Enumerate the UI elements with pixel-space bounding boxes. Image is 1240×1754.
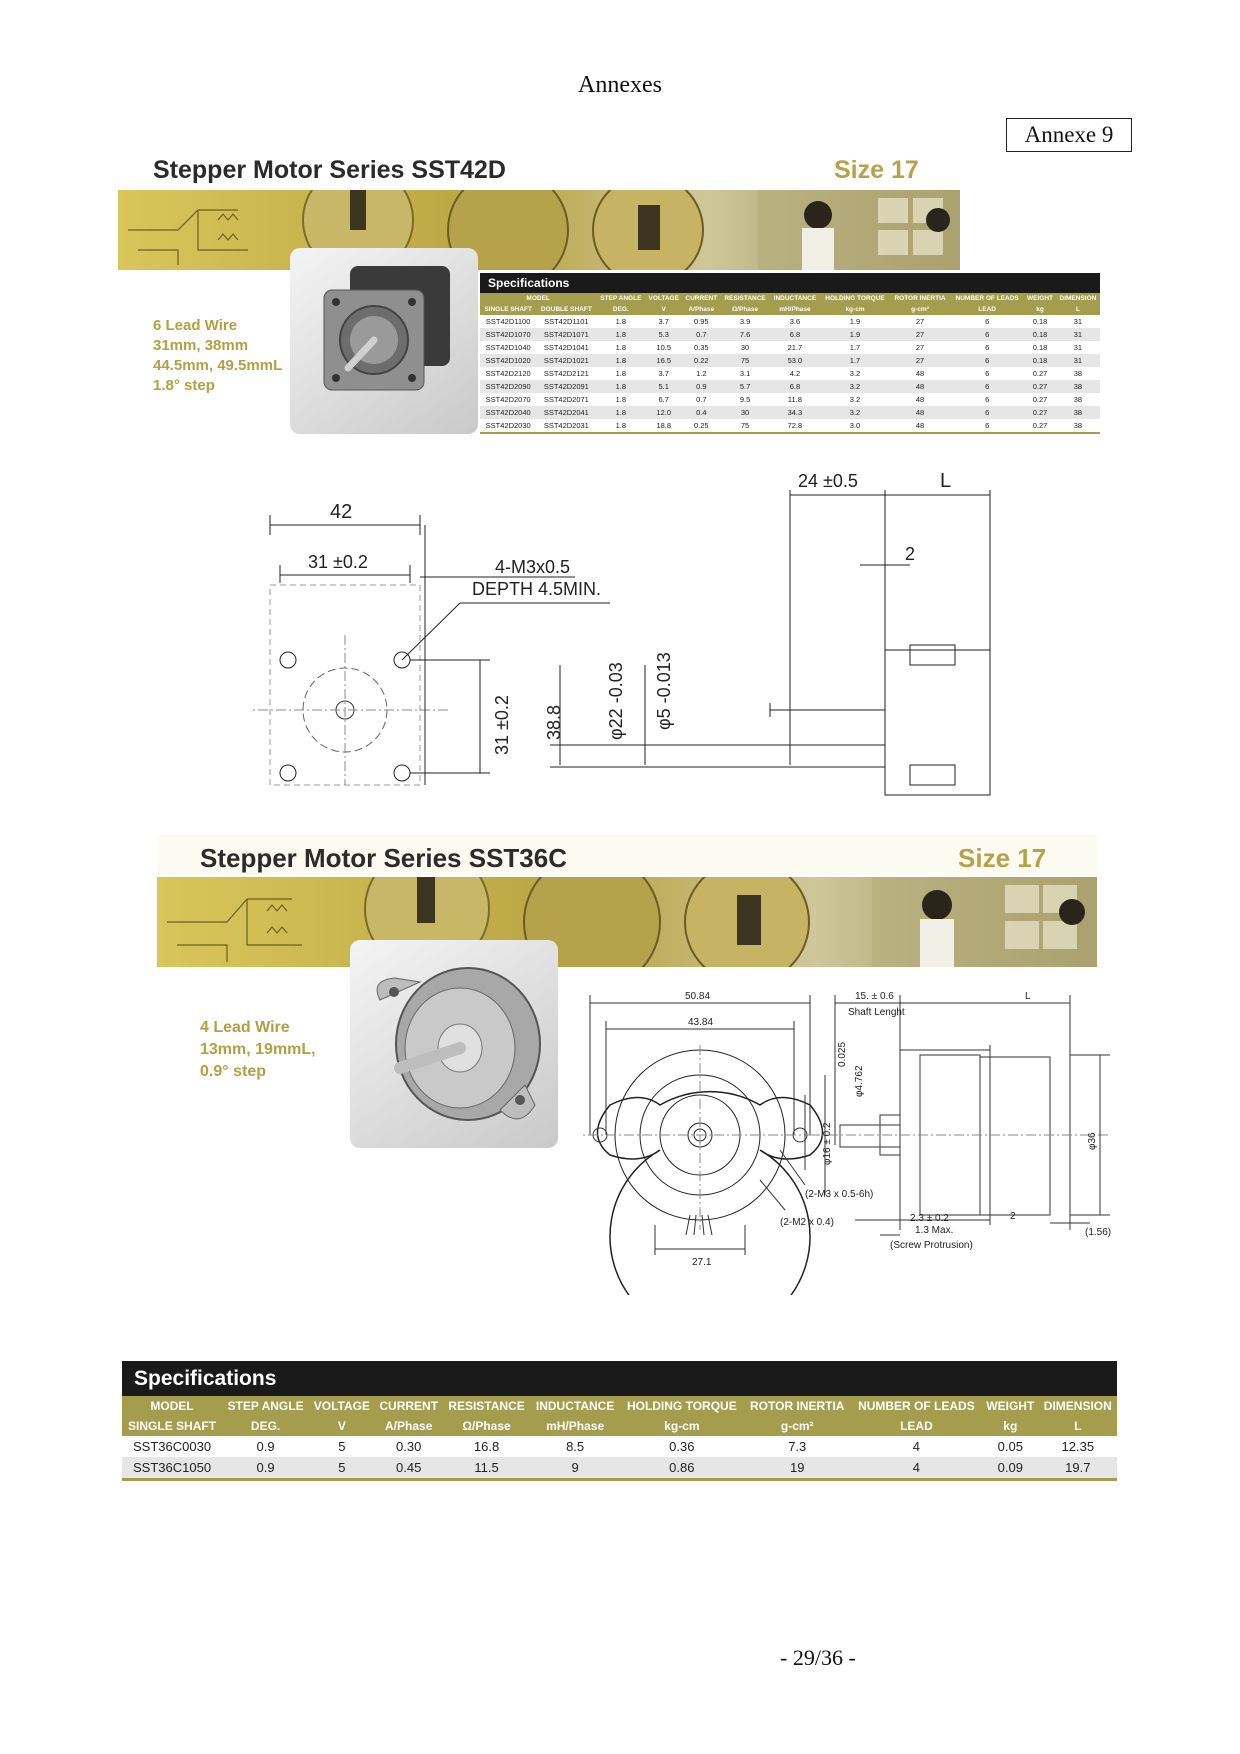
cell: 75	[720, 419, 769, 433]
dim-50-84: 50.84	[685, 991, 711, 1002]
table-row	[480, 419, 1100, 433]
cell: 0.27	[1024, 406, 1056, 419]
cell: 27	[890, 354, 950, 367]
cell: 0.45	[375, 1457, 443, 1480]
col-header: DIMENSION	[1039, 1396, 1117, 1416]
cell: 6	[950, 367, 1024, 380]
cell: 0.27	[1024, 419, 1056, 433]
dim-2: 2	[905, 544, 916, 564]
unit-header: L	[1056, 304, 1100, 315]
col-header: VOLTAGE	[309, 1396, 375, 1416]
unit-header: g-cm²	[744, 1416, 851, 1436]
sst36c-title: Stepper Motor Series SST36C	[200, 843, 567, 873]
dim-phi-16: φ16 ± 0.2	[822, 1122, 833, 1165]
cell: 16.5	[645, 354, 682, 367]
dim-L: L	[940, 470, 952, 492]
sst42d-size: Size 17	[834, 156, 919, 184]
cell: 30	[720, 341, 769, 354]
unit-header: SINGLE SHAFT	[122, 1416, 222, 1436]
sst36c-banner	[157, 877, 1097, 967]
feature-line: 0.9° step	[200, 1063, 266, 1080]
cell: 5	[309, 1436, 375, 1457]
cell: SST42D1021	[536, 354, 596, 367]
dim-38-8: 38.8	[544, 704, 564, 740]
feature-line: 31mm, 38mm	[153, 337, 249, 354]
cell: SST42D2030	[480, 419, 536, 433]
unit-header: LEAD	[950, 304, 1024, 315]
table-row	[122, 1457, 1117, 1480]
sst42d-spec-header: Specifications	[480, 273, 1100, 293]
cell: 6	[950, 328, 1024, 341]
cell: 1.8	[596, 354, 645, 367]
cell: 6	[950, 315, 1024, 328]
cell: 72.8	[770, 419, 820, 433]
cell: 0.18	[1024, 328, 1056, 341]
cell: 11.5	[443, 1457, 531, 1480]
cell: 31	[1056, 341, 1100, 354]
cell: 1.8	[596, 380, 645, 393]
cell: SST42D1071	[536, 328, 596, 341]
dim-15: 15. ± 0.6	[855, 991, 894, 1002]
cell: 1.7	[820, 354, 890, 367]
cell: 21.7	[770, 341, 820, 354]
sst42d-spec-table	[480, 293, 1100, 434]
cell: 0.35	[682, 341, 720, 354]
cell: 0.9	[222, 1436, 309, 1457]
dim-phi-4-762: φ4.762	[854, 1065, 865, 1097]
cell: 6.7	[645, 393, 682, 406]
unit-header: kg	[1024, 304, 1056, 315]
col-header: CURRENT	[682, 293, 720, 304]
cell: SST42D1041	[536, 341, 596, 354]
col-header: STEP ANGLE	[222, 1396, 309, 1416]
unit-header: mH/Phase	[530, 1416, 620, 1436]
sst42d-drawing	[250, 465, 1010, 805]
cell: 0.27	[1024, 393, 1056, 406]
table-row	[480, 354, 1100, 367]
sst36c-spec-table	[122, 1396, 1117, 1481]
cell: 3.0	[820, 419, 890, 433]
cell: SST42D1101	[536, 315, 596, 328]
cell: SST42D2120	[480, 367, 536, 380]
dim-2-3: 2.3 ± 0.2	[910, 1213, 949, 1224]
unit-header: DOUBLE SHAFT	[536, 304, 596, 315]
feature-line: 13mm, 19mmL,	[200, 1041, 316, 1058]
cell: 4.2	[770, 367, 820, 380]
cell: 1.8	[596, 315, 645, 328]
table-row	[480, 380, 1100, 393]
page-number: - 29/36 -	[780, 1645, 856, 1670]
cell: 0.25	[682, 419, 720, 433]
cell: 3.2	[820, 406, 890, 419]
dim-phi-5: φ5 -0.013	[654, 652, 674, 730]
dim-L: L	[1025, 991, 1031, 1002]
dim-phi-36: φ36	[1087, 1132, 1098, 1150]
col-header: HOLDING TORQUE	[820, 293, 890, 304]
cell: 18.8	[645, 419, 682, 433]
cell: 3.9	[720, 315, 769, 328]
cell: 6	[950, 419, 1024, 433]
cell: 6.8	[770, 380, 820, 393]
cell: 3.2	[820, 380, 890, 393]
col-header: MODEL	[122, 1396, 222, 1416]
unit-header: SINGLE SHAFT	[480, 304, 536, 315]
cell: SST42D1020	[480, 354, 536, 367]
cell: 3.2	[820, 393, 890, 406]
cell: 0.30	[375, 1436, 443, 1457]
unit-header: V	[645, 304, 682, 315]
cell: 11.8	[770, 393, 820, 406]
col-header: STEP ANGLE	[596, 293, 645, 304]
screw-spec: 4-M3x0.5	[495, 557, 571, 577]
table-row	[480, 341, 1100, 354]
col-header: RESISTANCE	[720, 293, 769, 304]
cell: 12.35	[1039, 1436, 1117, 1457]
cell: 38	[1056, 393, 1100, 406]
cell: 0.09	[982, 1457, 1039, 1480]
page-header-title: Annexes	[578, 72, 662, 98]
screw-depth: DEPTH 4.5MIN.	[472, 579, 602, 599]
table-row	[480, 315, 1100, 328]
dim-1-3: 1.3 Max.	[915, 1225, 954, 1236]
cell: SST42D1100	[480, 315, 536, 328]
sst42d-features	[153, 316, 282, 396]
cell: 31	[1056, 315, 1100, 328]
cell: SST42D2071	[536, 393, 596, 406]
cell: 0.9	[222, 1457, 309, 1480]
dim-42: 42	[330, 501, 353, 523]
unit-header: DEG.	[596, 304, 645, 315]
cell: 6	[950, 380, 1024, 393]
table-row	[480, 367, 1100, 380]
cell: 3.1	[720, 367, 769, 380]
cell: 31	[1056, 354, 1100, 367]
cell: 48	[890, 419, 950, 433]
cell: 30	[720, 406, 769, 419]
cell: 0.22	[682, 354, 720, 367]
table-row	[122, 1436, 1117, 1457]
cell: 1.8	[596, 341, 645, 354]
cell: 1.8	[596, 367, 645, 380]
cell: SST42D1040	[480, 341, 536, 354]
cell: 3.7	[645, 367, 682, 380]
sst36c-features	[200, 1017, 316, 1083]
cell: 0.18	[1024, 341, 1056, 354]
cell: 12.0	[645, 406, 682, 419]
cell: 9	[530, 1457, 620, 1480]
cell: 48	[890, 380, 950, 393]
cell: 0.36	[620, 1436, 744, 1457]
col-header: NUMBER OF LEADS	[950, 293, 1024, 304]
cell: 3.7	[645, 315, 682, 328]
col-header: DIMENSION	[1056, 293, 1100, 304]
cell: 38	[1056, 380, 1100, 393]
cell: 7.6	[720, 328, 769, 341]
feature-line: 1.8° step	[153, 377, 215, 394]
cell: 0.05	[982, 1436, 1039, 1457]
dim-2: 2	[1010, 1211, 1016, 1222]
cell: 27	[890, 315, 950, 328]
cell: SST42D2070	[480, 393, 536, 406]
cell: SST42D2121	[536, 367, 596, 380]
cell: SST42D1070	[480, 328, 536, 341]
cell: 27	[890, 328, 950, 341]
dim-phi-22: φ22 -0.03	[606, 662, 626, 740]
cell: 6	[950, 354, 1024, 367]
col-header: INDUCTANCE	[770, 293, 820, 304]
unit-header: kg-cm	[620, 1416, 744, 1436]
cell: SST42D2091	[536, 380, 596, 393]
unit-header: V	[309, 1416, 375, 1436]
sst42d-motor-photo	[290, 248, 478, 434]
unit-header: kg	[982, 1416, 1039, 1436]
cell: 6	[950, 341, 1024, 354]
cell: 1.2	[682, 367, 720, 380]
cell: 48	[890, 393, 950, 406]
cell: 38	[1056, 419, 1100, 433]
col-header: MODEL	[480, 293, 596, 304]
cell: 4	[851, 1457, 982, 1480]
unit-header: L	[1039, 1416, 1117, 1436]
cell: 5.3	[645, 328, 682, 341]
cell: 1.7	[820, 341, 890, 354]
col-header: VOLTAGE	[645, 293, 682, 304]
unit-header: kg-cm	[820, 304, 890, 315]
cell: 10.5	[645, 341, 682, 354]
cell: 48	[890, 367, 950, 380]
cell: 0.27	[1024, 380, 1056, 393]
cell: 0.18	[1024, 354, 1056, 367]
dim-43-84: 43.84	[688, 1017, 714, 1028]
unit-header: DEG.	[222, 1416, 309, 1436]
cell: 1.8	[596, 419, 645, 433]
col-header: HOLDING TORQUE	[620, 1396, 744, 1416]
feature-line: 6 Lead Wire	[153, 317, 238, 334]
cell: 1.9	[820, 328, 890, 341]
col-header: ROTOR INERTIA	[890, 293, 950, 304]
sst36c-motor-photo	[350, 940, 558, 1148]
col-header: WEIGHT	[1024, 293, 1056, 304]
feature-line: 44.5mm, 49.5mmL	[153, 357, 283, 374]
cell: 4	[851, 1436, 982, 1457]
table-row	[480, 393, 1100, 406]
cell: 19.7	[1039, 1457, 1117, 1480]
screw-protrusion: (Screw Protrusion)	[890, 1240, 973, 1251]
dim-27-1: 27.1	[692, 1257, 712, 1268]
annex-label: Annexe 9	[1006, 118, 1132, 152]
cell: 31	[1056, 328, 1100, 341]
col-header: WEIGHT	[982, 1396, 1039, 1416]
unit-header: LEAD	[851, 1416, 982, 1436]
cell: 5.1	[645, 380, 682, 393]
screw-m2: (2-M2 x 0.4)	[780, 1217, 834, 1228]
col-header: CURRENT	[375, 1396, 443, 1416]
cell: 0.18	[1024, 315, 1056, 328]
cell: SST36C1050	[122, 1457, 222, 1480]
cell: 7.3	[744, 1436, 851, 1457]
cell: 9.5	[720, 393, 769, 406]
shaft-length-label: Shaft Lenght	[848, 1007, 905, 1018]
cell: 0.9	[682, 380, 720, 393]
cell: SST36C0030	[122, 1436, 222, 1457]
cell: 34.3	[770, 406, 820, 419]
dim-0-025: 0.025	[837, 1041, 848, 1067]
cell: 38	[1056, 367, 1100, 380]
unit-header: A/Phase	[375, 1416, 443, 1436]
screw-m3: (2-M3 x 0.5-6h)	[805, 1189, 874, 1200]
sst42d-banner	[118, 190, 960, 270]
cell: 48	[890, 406, 950, 419]
cell: 5.7	[720, 380, 769, 393]
unit-header: g-cm²	[890, 304, 950, 315]
cell: 38	[1056, 406, 1100, 419]
cell: 3.2	[820, 367, 890, 380]
sst42d-title: Stepper Motor Series SST42D	[153, 156, 506, 184]
unit-header: Ω/Phase	[443, 1416, 531, 1436]
cell: 6	[950, 393, 1024, 406]
cell: 6	[950, 406, 1024, 419]
col-header: ROTOR INERTIA	[744, 1396, 851, 1416]
cell: 53.0	[770, 354, 820, 367]
col-header: NUMBER OF LEADS	[851, 1396, 982, 1416]
dim-31: 31 ±0.2	[308, 552, 368, 572]
cell: SST42D2041	[536, 406, 596, 419]
feature-line: 4 Lead Wire	[200, 1019, 290, 1036]
cell: 1.8	[596, 393, 645, 406]
sst36c-spec-header: Specifications	[122, 1361, 1117, 1396]
table-row	[480, 406, 1100, 419]
cell: 0.7	[682, 328, 720, 341]
dim-31-vertical: 31 ±0.2	[492, 695, 512, 755]
dim-24: 24 ±0.5	[798, 471, 858, 491]
cell: 6.8	[770, 328, 820, 341]
cell: 3.6	[770, 315, 820, 328]
sst36c-drawing	[580, 985, 1120, 1295]
cell: 0.27	[1024, 367, 1056, 380]
unit-header: Ω/Phase	[720, 304, 769, 315]
sst36c-size: Size 17	[958, 843, 1047, 873]
cell: 19	[744, 1457, 851, 1480]
col-header: INDUCTANCE	[530, 1396, 620, 1416]
unit-header: A/Phase	[682, 304, 720, 315]
table-row	[480, 328, 1100, 341]
cell: 5	[309, 1457, 375, 1480]
cell: 16.8	[443, 1436, 531, 1457]
cell: 1.8	[596, 406, 645, 419]
cell: 8.5	[530, 1436, 620, 1457]
cell: 0.4	[682, 406, 720, 419]
cell: SST42D2031	[536, 419, 596, 433]
col-header: RESISTANCE	[443, 1396, 531, 1416]
cell: 0.86	[620, 1457, 744, 1480]
cell: SST42D2090	[480, 380, 536, 393]
dim-1-56: (1.56)	[1085, 1227, 1112, 1238]
cell: 0.7	[682, 393, 720, 406]
cell: 75	[720, 354, 769, 367]
cell: SST42D2040	[480, 406, 536, 419]
cell: 1.8	[596, 328, 645, 341]
cell: 27	[890, 341, 950, 354]
cell: 1.9	[820, 315, 890, 328]
unit-header: mH/Phase	[770, 304, 820, 315]
cell: 0.95	[682, 315, 720, 328]
